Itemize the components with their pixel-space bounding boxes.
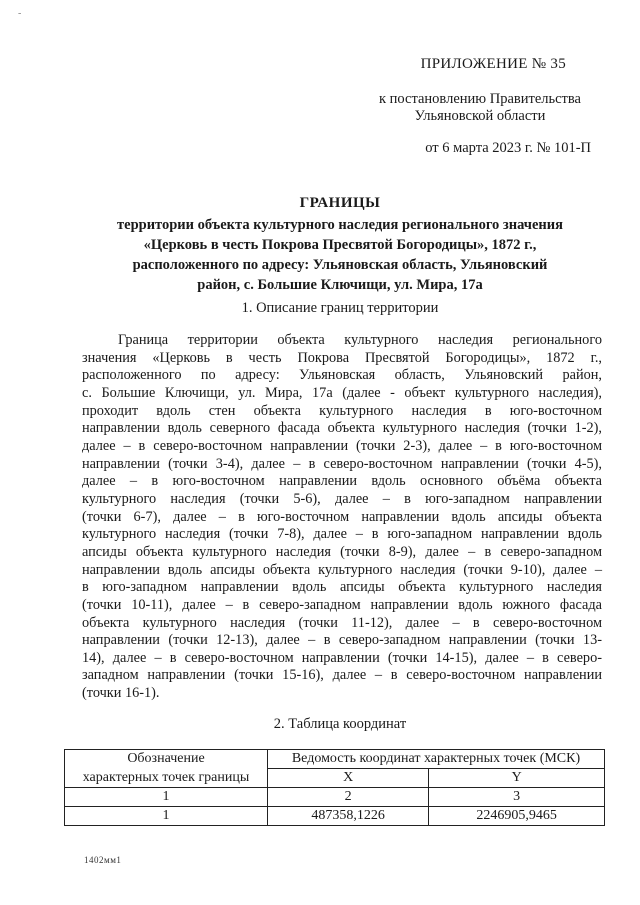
footer-code: 1402мм1 <box>84 855 122 865</box>
resolution-date: от 6 марта 2023 г. № 101-П <box>425 140 591 156</box>
paragraph-line: (точки 10-11), далее – в северо-западном направлении вдоль южного фасада <box>82 596 602 613</box>
paragraph-line: (точки 16-1). <box>82 685 160 702</box>
paragraph-line: проходит вдоль стен объекта культурного наследия в юго-восточном <box>82 402 602 419</box>
table-subheader-row <box>65 769 605 788</box>
paragraph-line: апсиды объекта культурного наследия (точки 8-9), далее – в северо-западном <box>82 543 602 560</box>
paragraph-line: культурного наследия (точки 5-6), далее – в юго-западном направлении <box>82 490 602 507</box>
corner-mark: - <box>18 8 22 19</box>
paragraph-line: направлении (точки 3-4), далее – в северо-восточном направлении (точки 4-5), <box>82 455 602 472</box>
paragraph-line: далее – в северо-восточном направлении (точки 2-3), далее – в юго-восточном <box>82 437 602 454</box>
paragraph-line: в юго-западном направлении вдоль апсиды объекта культурного наследия <box>82 579 602 596</box>
title-line: расположенного по адресу: Ульяновская область, Ульяновский <box>132 257 548 273</box>
y-header: Y <box>429 769 605 788</box>
coordinates-group-header: Ведомость координат характерных точек (МСК) <box>268 750 605 769</box>
paragraph-line: направлении (точки 12-13), далее – в северо-западном направлении (точки 13- <box>82 632 602 649</box>
paragraph-line: далее – в юго-восточном направлении вдоль основного объёма объекта <box>82 473 602 490</box>
paragraph-line: расположенного по адресу: Ульяновская область, Ульяновский район, <box>82 367 602 384</box>
paragraph-line: 14), далее – в северо-восточном направлении (точки 14-15), далее – в северо- <box>82 649 602 666</box>
document-title <box>60 193 620 295</box>
paragraph-line: значения «Церковь в честь Покрова Пресвятой Богородицы», 1872 г., <box>82 349 602 366</box>
paragraph-line: Граница территории объекта культурного наследия регионального <box>118 332 602 348</box>
resolution-line: к постановлению Правительства <box>379 91 581 107</box>
paragraph-line: направлении вдоль северного фасада объекта культурного наследия (точки 1-2), <box>82 420 602 437</box>
title-line: район, с. Большие Ключищи, ул. Мира, 17а <box>197 277 483 293</box>
coordinates-table <box>64 749 605 826</box>
table-cell: 3 <box>429 788 605 807</box>
paragraph-line: направлении вдоль апсиды объекта культурного наследия (точки 9-10), далее – <box>82 561 602 578</box>
table-row <box>65 807 605 826</box>
title-line: территории объекта культурного наследия регионального значения <box>117 217 563 233</box>
table-cell: 1 <box>65 788 268 807</box>
title-line: «Церковь в честь Покрова Пресвятой Богородицы», 1872 г., <box>143 237 537 253</box>
table-cell: 2 <box>268 788 429 807</box>
x-coordinate-cell: 487358,1226 <box>268 807 429 826</box>
paragraph-line: объекта культурного наследия (точки 11-12), далее – в северо-восточном <box>82 614 602 631</box>
point-number-cell: 1 <box>65 807 268 826</box>
point-label-header-cont: характерных точек границы <box>65 769 268 788</box>
appendix-number: ПРИЛОЖЕНИЕ № 35 <box>420 56 566 72</box>
resolution-reference <box>0 91 600 125</box>
paragraph-line: (точки 6-7), далее – в юго-восточном направлении вдоль апсиды объекта <box>82 508 602 525</box>
point-label-header: Обозначение <box>65 750 268 769</box>
y-coordinate-cell: 2246905,9465 <box>429 807 605 826</box>
paragraph-line: культурного наследия (точки 7-8), далее – в юго-западном направлении вдоль <box>82 526 602 543</box>
resolution-line: Ульяновской области <box>414 108 546 124</box>
section-1-heading: 1. Описание границ территории <box>241 300 439 316</box>
title-main: ГРАНИЦЫ <box>299 195 381 211</box>
paragraph-line: с. Большие Ключищи, ул. Мира, 17а (далее - объект культурного наследия), <box>82 384 602 401</box>
section-2-heading: 2. Таблица координат <box>273 716 407 732</box>
boundary-description <box>82 332 602 703</box>
x-header: X <box>268 769 429 788</box>
paragraph-line: западном направлении (точки 15-16), далее – в северо-восточном направлении <box>82 667 602 684</box>
table-header-row <box>65 750 605 769</box>
table-numbering-row <box>65 788 605 807</box>
